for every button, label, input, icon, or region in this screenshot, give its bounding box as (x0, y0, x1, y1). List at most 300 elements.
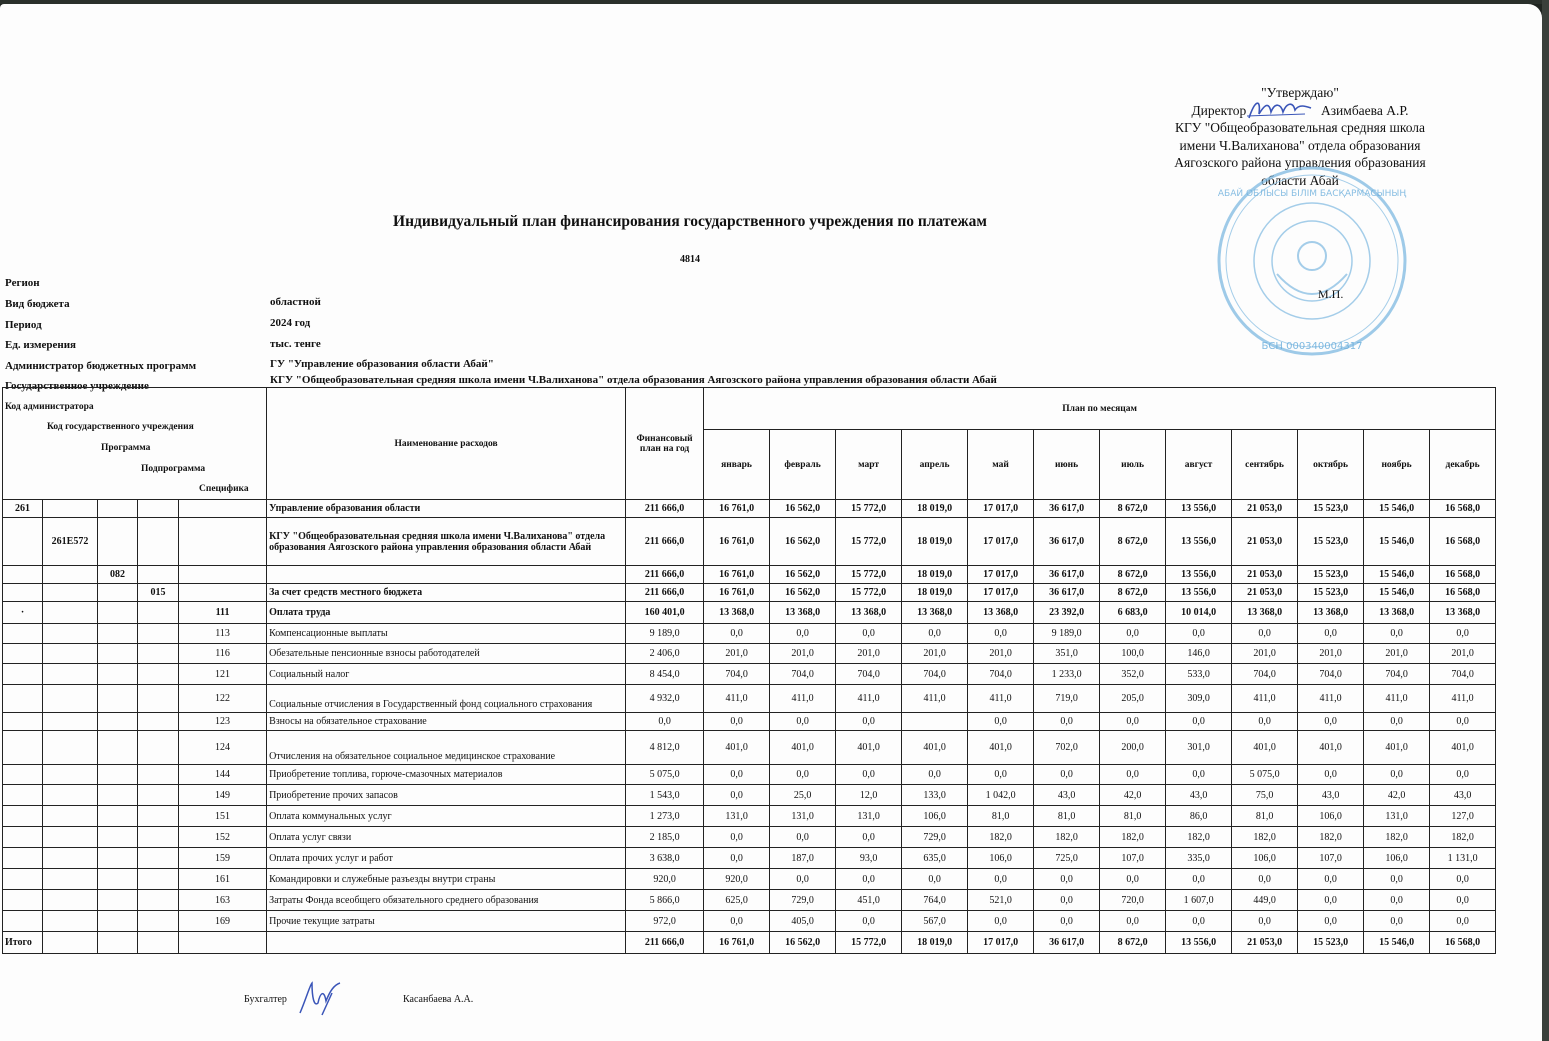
svg-text:АБАЙ ОБЛЫСЫ БІЛІМ БАСҚАРМАСЫНЫ: АБАЙ ОБЛЫСЫ БІЛІМ БАСҚАРМАСЫНЫҢ (1217, 189, 1407, 199)
month-value-cell: 100,0 (1100, 644, 1166, 664)
month-value-cell: 704,0 (1430, 664, 1496, 685)
month-value-cell: 17 017,0 (968, 500, 1034, 518)
month-value-cell: 0,0 (968, 869, 1034, 890)
month-value-cell: 107,0 (1100, 848, 1166, 869)
code-cell-c2 (43, 584, 98, 602)
code-cell-c2 (43, 890, 98, 911)
code-cell-c3 (98, 890, 138, 911)
month-value-cell: 352,0 (1100, 664, 1166, 685)
code-cell-c3 (98, 644, 138, 664)
code-cell-c3 (98, 911, 138, 932)
code-cell-c3 (98, 806, 138, 827)
meta-label-unit: Ед. измерения (5, 339, 77, 351)
expense-name-cell: Обезательные пенсионные взносы работодателей (267, 644, 626, 664)
month-value-cell: 9 189,0 (1034, 624, 1100, 644)
accountant-label: Бухгалтер (244, 994, 287, 1005)
total-month-cell: 16 568,0 (1430, 932, 1496, 954)
month-value-cell: 13 556,0 (1166, 518, 1232, 566)
month-value-cell: 720,0 (1100, 890, 1166, 911)
code-cell-c2 (43, 785, 98, 806)
month-value-cell: 521,0 (968, 890, 1034, 911)
month-value-cell: 15 772,0 (836, 566, 902, 584)
code-cell-c2 (43, 566, 98, 584)
code-cell-c5 (179, 518, 267, 566)
month-value-cell: 0,0 (902, 765, 968, 785)
code-cell-c4 (138, 869, 179, 890)
header-subprogram: Подпрограмма (141, 464, 206, 474)
month-value-cell: 401,0 (902, 731, 968, 765)
code-cell-c2 (43, 500, 98, 518)
month-value-cell: 16 568,0 (1430, 500, 1496, 518)
month-value-cell: 411,0 (1298, 685, 1364, 713)
month-value-cell: 18 019,0 (902, 500, 968, 518)
month-value-cell: 704,0 (836, 664, 902, 685)
expense-name-cell: Отчисления на обязательное социальное медицинское страхование (267, 731, 626, 765)
month-value-cell: 16 568,0 (1430, 584, 1496, 602)
month-value-cell: 13 368,0 (770, 602, 836, 624)
header-admin-code: Код администратора (5, 402, 94, 412)
meta-value-period: 2024 год (270, 317, 311, 329)
annual-plan-cell: 920,0 (626, 869, 704, 890)
table-row (3, 685, 1496, 713)
month-value-cell: 16 562,0 (770, 584, 836, 602)
month-value-cell: 0,0 (1298, 765, 1364, 785)
month-value-cell: 0,0 (770, 624, 836, 644)
month-value-cell: 25,0 (770, 785, 836, 806)
table-row (3, 890, 1496, 911)
month-value-cell: 0,0 (1364, 869, 1430, 890)
header-month: август (1166, 430, 1232, 500)
code-cell-c4 (138, 713, 179, 731)
month-value-cell: 201,0 (1232, 644, 1298, 664)
month-value-cell: 106,0 (902, 806, 968, 827)
month-value-cell: 0,0 (836, 869, 902, 890)
month-value-cell: 86,0 (1166, 806, 1232, 827)
month-value-cell: 201,0 (770, 644, 836, 664)
month-value-cell: 42,0 (1100, 785, 1166, 806)
month-value-cell: 411,0 (770, 685, 836, 713)
expense-name-cell: За счет средств местного бюджета (267, 584, 626, 602)
code-cell-c3 (98, 664, 138, 685)
expense-name-cell: Социальные отчисления в Государственный фонд социального страхования (267, 685, 626, 713)
scan-right-edge (1542, 0, 1549, 1041)
month-value-cell: 401,0 (836, 731, 902, 765)
month-value-cell: 0,0 (836, 624, 902, 644)
month-value-cell: 635,0 (902, 848, 968, 869)
table-row (3, 848, 1496, 869)
month-value-cell: 0,0 (1430, 624, 1496, 644)
table-row (3, 566, 1496, 584)
header-month: февраль (770, 430, 836, 500)
month-value-cell: 335,0 (1166, 848, 1232, 869)
meta-label-region: Регион (5, 277, 40, 289)
month-value-cell: 201,0 (1364, 644, 1430, 664)
month-value-cell: 16 761,0 (704, 584, 770, 602)
month-value-cell: 0,0 (704, 713, 770, 731)
code-cell-c2 (43, 869, 98, 890)
month-value-cell: 15 772,0 (836, 584, 902, 602)
month-value-cell: 0,0 (1232, 624, 1298, 644)
month-value-cell: 23 392,0 (1034, 602, 1100, 624)
month-value-cell: 36 617,0 (1034, 584, 1100, 602)
code-cell-c2 (43, 685, 98, 713)
month-value-cell: 201,0 (1430, 644, 1496, 664)
month-value-cell: 0,0 (1166, 765, 1232, 785)
annual-plan-cell: 211 666,0 (626, 518, 704, 566)
code-cell-c5: 123 (179, 713, 267, 731)
total-month-cell: 15 523,0 (1298, 932, 1364, 954)
annual-plan-cell: 4 932,0 (626, 685, 704, 713)
month-value-cell: 106,0 (1298, 806, 1364, 827)
month-value-cell: 75,0 (1232, 785, 1298, 806)
empty-cell (179, 932, 267, 954)
expense-name-cell: Приобретение топлива, горюче-смазочных материалов (267, 765, 626, 785)
total-row (3, 932, 1496, 954)
stamp-mark: М.П. (1318, 287, 1344, 301)
code-cell-c5: 161 (179, 869, 267, 890)
month-value-cell: 36 617,0 (1034, 518, 1100, 566)
month-value-cell: 704,0 (704, 664, 770, 685)
month-value-cell: 0,0 (704, 785, 770, 806)
month-value-cell: 81,0 (968, 806, 1034, 827)
code-cell-c5: 116 (179, 644, 267, 664)
month-value-cell: 725,0 (1034, 848, 1100, 869)
code-cell-c5: 124 (179, 731, 267, 765)
code-cell-c4 (138, 890, 179, 911)
month-value-cell: 1 607,0 (1166, 890, 1232, 911)
expense-name-cell: Управление образования области (267, 500, 626, 518)
approval-heading: "Утверждаю" (1261, 85, 1339, 100)
month-value-cell: 533,0 (1166, 664, 1232, 685)
month-value-cell: 106,0 (968, 848, 1034, 869)
document-title: Индивидуальный план финансирования государственного учреждения по платежам (393, 213, 987, 230)
month-value-cell: 0,0 (968, 765, 1034, 785)
month-value-cell: 13 556,0 (1166, 584, 1232, 602)
code-cell-c1 (3, 890, 43, 911)
annual-plan-cell: 3 638,0 (626, 848, 704, 869)
month-value-cell: 0,0 (1364, 890, 1430, 911)
month-value-cell: 0,0 (704, 765, 770, 785)
header-month: май (968, 430, 1034, 500)
month-value-cell: 43,0 (1430, 785, 1496, 806)
meta-value-administrator: ГУ "Управление образования области Абай" (270, 358, 494, 370)
month-value-cell: 17 017,0 (968, 518, 1034, 566)
code-cell-c5: 169 (179, 911, 267, 932)
month-value-cell: 36 617,0 (1034, 566, 1100, 584)
annual-plan-cell: 5 866,0 (626, 890, 704, 911)
table-row (3, 869, 1496, 890)
table-row (3, 518, 1496, 566)
annual-plan-cell: 0,0 (626, 713, 704, 731)
month-value-cell: 0,0 (1364, 911, 1430, 932)
code-cell-c3 (98, 500, 138, 518)
month-value-cell: 0,0 (1298, 890, 1364, 911)
code-cell-c4 (138, 566, 179, 584)
code-cell-c1 (3, 644, 43, 664)
code-cell-c3 (98, 848, 138, 869)
month-value-cell: 13 368,0 (1298, 602, 1364, 624)
month-value-cell: 401,0 (1364, 731, 1430, 765)
month-value-cell: 16 562,0 (770, 518, 836, 566)
month-value-cell: 0,0 (1100, 911, 1166, 932)
month-value-cell: 15 523,0 (1298, 566, 1364, 584)
header-month: сентябрь (1232, 430, 1298, 500)
month-value-cell: 0,0 (902, 624, 968, 644)
month-value-cell: 411,0 (836, 685, 902, 713)
expense-name-cell: Оплата прочих услуг и работ (267, 848, 626, 869)
month-value-cell: 182,0 (1364, 827, 1430, 848)
month-value-cell: 0,0 (836, 713, 902, 731)
code-cell-c1 (3, 785, 43, 806)
month-value-cell: 10 014,0 (1166, 602, 1232, 624)
month-value-cell: 8 672,0 (1100, 584, 1166, 602)
total-month-cell: 16 761,0 (704, 932, 770, 954)
month-value-cell: 401,0 (770, 731, 836, 765)
month-value-cell: 13 368,0 (902, 602, 968, 624)
month-value-cell: 0,0 (1364, 624, 1430, 644)
month-value-cell: 401,0 (1298, 731, 1364, 765)
header-month: январь (704, 430, 770, 500)
month-value-cell: 15 546,0 (1364, 500, 1430, 518)
code-cell-c5: 149 (179, 785, 267, 806)
code-cell-c1 (3, 731, 43, 765)
month-value-cell: 0,0 (836, 827, 902, 848)
month-value-cell: 182,0 (1298, 827, 1364, 848)
code-cell-c2 (43, 731, 98, 765)
month-value-cell: 704,0 (770, 664, 836, 685)
code-cell-c3 (98, 685, 138, 713)
code-cell-c3 (98, 713, 138, 731)
month-value-cell: 411,0 (1364, 685, 1430, 713)
code-cell-c4 (138, 848, 179, 869)
code-cell-c5: 113 (179, 624, 267, 644)
month-value-cell: 0,0 (968, 624, 1034, 644)
code-cell-c1 (3, 664, 43, 685)
header-specifics: Специфика (199, 484, 249, 494)
month-value-cell: 15 546,0 (1364, 566, 1430, 584)
code-cell-c3 (98, 518, 138, 566)
code-cell-c5: 159 (179, 848, 267, 869)
month-value-cell: 719,0 (1034, 685, 1100, 713)
code-cell-c5: 144 (179, 765, 267, 785)
month-value-cell: 43,0 (1166, 785, 1232, 806)
header-month: апрель (902, 430, 968, 500)
month-value-cell: 201,0 (1298, 644, 1364, 664)
code-cell-c4 (138, 602, 179, 624)
month-value-cell: 127,0 (1430, 806, 1496, 827)
code-cell-c5: 122 (179, 685, 267, 713)
code-cell-c1 (3, 685, 43, 713)
approval-org-line4: области Абай (1261, 172, 1339, 188)
expense-name-cell: Оплата коммунальных услуг (267, 806, 626, 827)
month-value-cell: 764,0 (902, 890, 968, 911)
month-value-cell: 16 562,0 (770, 566, 836, 584)
month-value-cell: 704,0 (1298, 664, 1364, 685)
month-value-cell: 17 017,0 (968, 584, 1034, 602)
code-cell-c2 (43, 911, 98, 932)
code-cell-c4 (138, 624, 179, 644)
month-value-cell: 15 523,0 (1298, 584, 1364, 602)
month-value-cell: 13 556,0 (1166, 500, 1232, 518)
month-value-cell: 0,0 (770, 869, 836, 890)
total-month-cell: 21 053,0 (1232, 932, 1298, 954)
expense-name-cell: Оплата труда (267, 602, 626, 624)
month-value-cell: 0,0 (1430, 869, 1496, 890)
code-cell-c5 (179, 584, 267, 602)
svg-text:БСН 000340004317: БСН 000340004317 (1261, 341, 1363, 352)
table-row (3, 500, 1496, 518)
header-month: июнь (1034, 430, 1100, 500)
code-cell-c5: 151 (179, 806, 267, 827)
month-value-cell: 201,0 (968, 644, 1034, 664)
code-cell-c5 (179, 566, 267, 584)
code-cell-c1: · (3, 602, 43, 624)
expense-name-cell: Командировки и служебные разъезды внутри страны (267, 869, 626, 890)
header-expense-name: Наименование расходов (267, 388, 626, 500)
month-value-cell: 131,0 (1364, 806, 1430, 827)
month-value-cell: 0,0 (1232, 911, 1298, 932)
month-value-cell: 0,0 (1430, 713, 1496, 731)
table-row (3, 911, 1496, 932)
code-cell-c4 (138, 731, 179, 765)
month-value-cell: 0,0 (704, 848, 770, 869)
expense-name-cell: Социальный налог (267, 664, 626, 685)
annual-plan-cell: 8 454,0 (626, 664, 704, 685)
expense-name-cell: Прочие текущие затраты (267, 911, 626, 932)
code-cell-c4 (138, 785, 179, 806)
month-value-cell: 13 556,0 (1166, 566, 1232, 584)
month-value-cell: 182,0 (1430, 827, 1496, 848)
month-value-cell: 131,0 (704, 806, 770, 827)
code-cell-c3: 082 (98, 566, 138, 584)
table-body (3, 500, 1496, 954)
accountant-name: Касанбаева А.А. (403, 994, 474, 1005)
month-value-cell: 704,0 (968, 664, 1034, 685)
month-value-cell: 567,0 (902, 911, 968, 932)
annual-plan-cell: 2 185,0 (626, 827, 704, 848)
month-value-cell: 106,0 (1364, 848, 1430, 869)
month-value-cell: 0,0 (1166, 624, 1232, 644)
empty-cell (267, 932, 626, 954)
code-cell-c5: 163 (179, 890, 267, 911)
month-value-cell: 182,0 (1034, 827, 1100, 848)
month-value-cell: 15 523,0 (1298, 518, 1364, 566)
month-value-cell: 401,0 (1430, 731, 1496, 765)
month-value-cell: 43,0 (1298, 785, 1364, 806)
month-value-cell: 411,0 (1430, 685, 1496, 713)
month-value-cell: 205,0 (1100, 685, 1166, 713)
expense-name-cell: Компенсационные выплаты (267, 624, 626, 644)
month-value-cell: 0,0 (1430, 890, 1496, 911)
table-row (3, 602, 1496, 624)
month-value-cell: 146,0 (1166, 644, 1232, 664)
approval-org-line2: имени Ч.Валиханова" отдела образования (1179, 137, 1421, 153)
code-cell-c4 (138, 765, 179, 785)
month-value-cell: 21 053,0 (1232, 518, 1298, 566)
month-value-cell: 8 672,0 (1100, 500, 1166, 518)
code-cell-c1 (3, 848, 43, 869)
annual-plan-cell: 5 075,0 (626, 765, 704, 785)
month-value-cell: 12,0 (836, 785, 902, 806)
month-value-cell: 133,0 (902, 785, 968, 806)
document-page (0, 4, 1542, 1041)
header-month: декабрь (1430, 430, 1496, 500)
annual-plan-cell: 160 401,0 (626, 602, 704, 624)
month-value-cell: 16 562,0 (770, 500, 836, 518)
month-value-cell: 8 672,0 (1100, 518, 1166, 566)
code-cell-c1 (3, 566, 43, 584)
meta-value-institution: КГУ "Общеобразовательная средняя школа имени Ч.Валиханова" отдела образования Аягозского района управления образования области Абай (270, 374, 997, 386)
table-row (3, 785, 1496, 806)
month-value-cell: 0,0 (1166, 713, 1232, 731)
month-value-cell: 920,0 (704, 869, 770, 890)
code-cell-c5 (179, 500, 267, 518)
month-value-cell: 405,0 (770, 911, 836, 932)
empty-cell (43, 932, 98, 954)
month-value-cell: 0,0 (1166, 911, 1232, 932)
month-value-cell: 21 053,0 (1232, 584, 1298, 602)
code-cell-c2 (43, 848, 98, 869)
code-cell-c2 (43, 664, 98, 685)
annual-plan-cell: 211 666,0 (626, 566, 704, 584)
month-value-cell: 21 053,0 (1232, 566, 1298, 584)
header-institution-code: Код государственного учреждения (47, 422, 194, 432)
month-value-cell: 729,0 (902, 827, 968, 848)
financing-plan-table (2, 387, 1496, 954)
table-row (3, 827, 1496, 848)
month-value-cell: 201,0 (704, 644, 770, 664)
code-cell-c1 (3, 518, 43, 566)
month-value-cell: 0,0 (1034, 765, 1100, 785)
header-monthly-plan: План по месяцам (704, 388, 1496, 430)
month-value-cell: 0,0 (1100, 765, 1166, 785)
code-cell-c5: 152 (179, 827, 267, 848)
month-value-cell: 411,0 (902, 685, 968, 713)
month-value-cell: 13 368,0 (968, 602, 1034, 624)
code-cell-c3 (98, 624, 138, 644)
annual-plan-cell: 972,0 (626, 911, 704, 932)
code-cell-c4 (138, 911, 179, 932)
month-value-cell: 36 617,0 (1034, 500, 1100, 518)
month-value-cell: 704,0 (902, 664, 968, 685)
annual-plan-cell: 1 273,0 (626, 806, 704, 827)
month-value-cell: 0,0 (1034, 890, 1100, 911)
month-value-cell: 449,0 (1232, 890, 1298, 911)
month-value-cell: 15 772,0 (836, 518, 902, 566)
month-value-cell: 0,0 (770, 713, 836, 731)
month-value-cell: 13 368,0 (836, 602, 902, 624)
month-value-cell: 182,0 (1100, 827, 1166, 848)
month-value-cell: 0,0 (902, 869, 968, 890)
month-value-cell: 201,0 (902, 644, 968, 664)
month-value-cell: 0,0 (1364, 765, 1430, 785)
code-cell-c1 (3, 713, 43, 731)
table-row (3, 624, 1496, 644)
total-month-cell: 36 617,0 (1034, 932, 1100, 954)
empty-cell (98, 932, 138, 954)
month-value-cell: 131,0 (770, 806, 836, 827)
total-annual-cell: 211 666,0 (626, 932, 704, 954)
expense-name-cell: Оплата услуг связи (267, 827, 626, 848)
month-value-cell: 0,0 (968, 911, 1034, 932)
month-value-cell: 0,0 (704, 624, 770, 644)
month-value-cell: 13 368,0 (1232, 602, 1298, 624)
month-value-cell: 8 672,0 (1100, 566, 1166, 584)
month-value-cell: 200,0 (1100, 731, 1166, 765)
month-value-cell: 93,0 (836, 848, 902, 869)
month-value-cell: 201,0 (836, 644, 902, 664)
meta-label-administrator: Администратор бюджетных программ (5, 360, 197, 372)
